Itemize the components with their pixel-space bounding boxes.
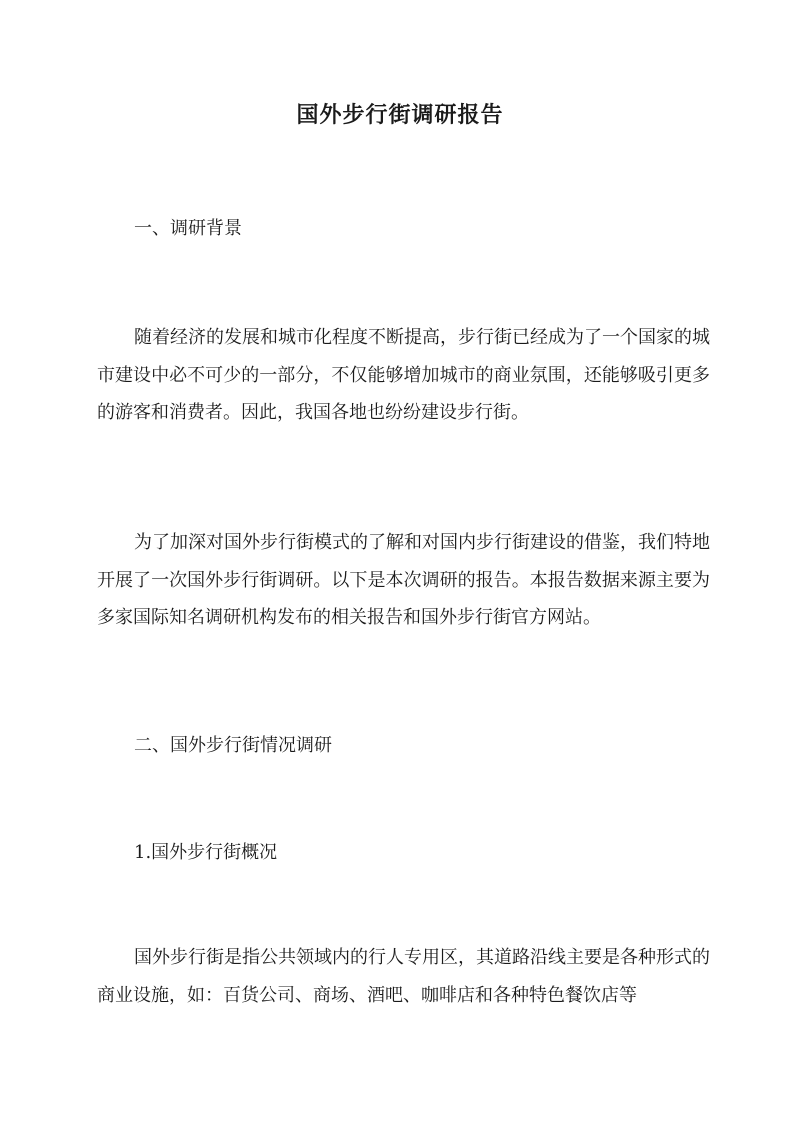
- section-heading-survey: 二、国外步行街情况调研: [134, 735, 332, 756]
- document-title: 国外步行街调研报告: [296, 102, 504, 128]
- paragraph-background-1: 随着经济的发展和城市化程度不断提高，步行街已经成为了一个国家的城市建设中必不可少的一部分，不仅能够增加城市的商业氛围，还能够吸引更多的游客和消费者。因此，我国各地也纷纷建设步行街。: [97, 327, 710, 423]
- paragraph-background-2: 为了加深对国外步行街模式的了解和对国内步行街建设的借鉴，我们特地开展了一次国外步行街调研。以下是本次调研的报告。本报告数据来源主要为多家国际知名调研机构发布的相关报告和国外步行街官方网站。: [97, 532, 710, 628]
- section-heading-background: 一、调研背景: [134, 218, 242, 239]
- subsection-heading-overview: 1.国外步行街概况: [134, 842, 278, 863]
- paragraph-overview: 国外步行街是指公共领域内的行人专用区，其道路沿线主要是各种形式的商业设施，如：百货公司、商场、酒吧、咖啡店和各种特色餐饮店等: [97, 947, 710, 1006]
